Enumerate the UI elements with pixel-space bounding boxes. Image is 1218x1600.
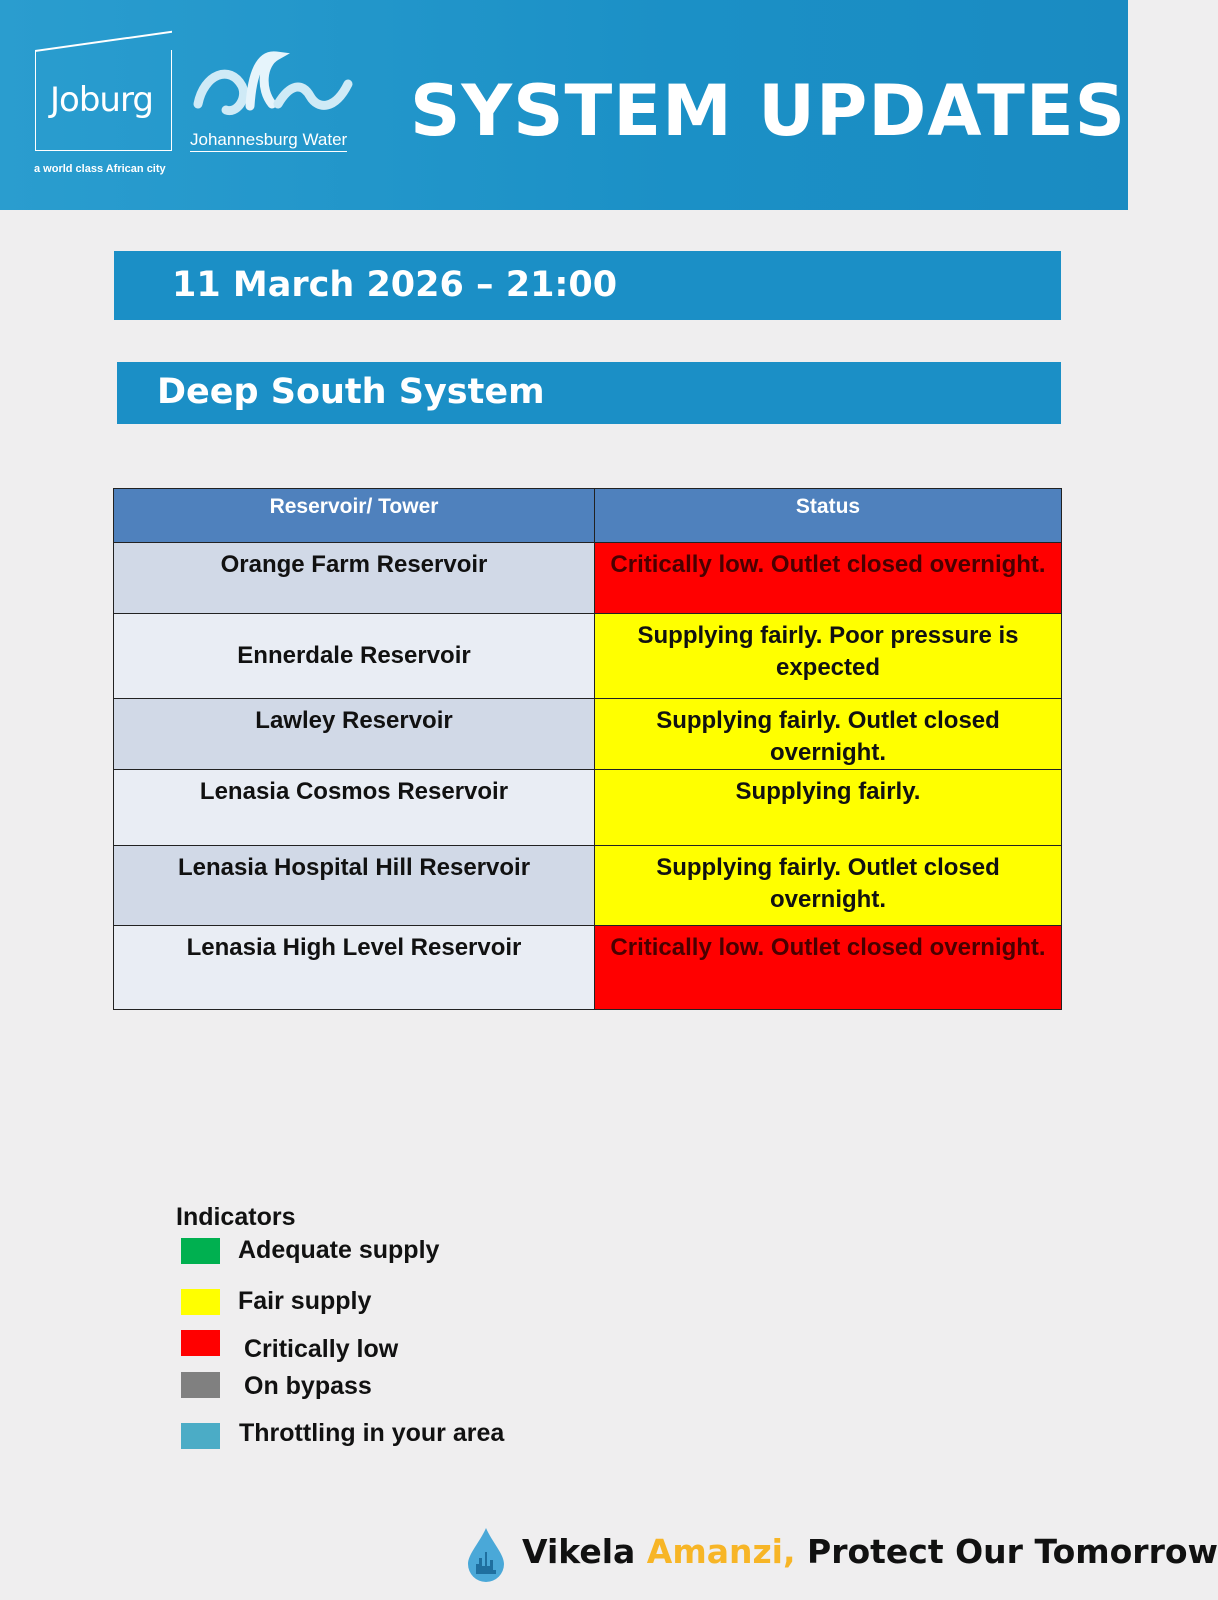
system-name-bar (117, 362, 1061, 424)
joburg-logo (35, 50, 172, 151)
system-name: Deep South System (157, 372, 545, 412)
date-time-bar (114, 251, 1061, 320)
reservoir-status: Supplying fairly. Poor pressure is expected (595, 614, 1062, 699)
column-header-status: Status (595, 489, 1062, 543)
reservoir-name: Ennerdale Reservoir (114, 614, 595, 699)
legend-label: Adequate supply (238, 1236, 440, 1264)
reservoir-name: Lawley Reservoir (114, 699, 595, 770)
swatch-fair (181, 1289, 220, 1315)
joburg-tagline: a world class African city (34, 163, 166, 175)
table-row (114, 614, 1062, 699)
legend-title: Indicators (176, 1203, 296, 1231)
table-row (114, 770, 1062, 846)
legend-label: Critically low (244, 1335, 399, 1363)
date-time: 11 March 2026 – 21:00 (172, 265, 618, 305)
slogan-part1: Vikela (522, 1532, 647, 1571)
reservoir-status: Supplying fairly. Outlet closed overnight. (595, 846, 1062, 926)
swatch-adequate (181, 1238, 220, 1264)
header-banner (0, 0, 1128, 210)
swatch-bypass (181, 1372, 220, 1398)
table-row (114, 926, 1062, 1010)
johannesburg-water-text: Johannesburg Water (190, 130, 347, 152)
joburg-logo-text: Joburg (50, 80, 153, 120)
footer-slogan (522, 1532, 1218, 1571)
reservoir-name: Orange Farm Reservoir (114, 543, 595, 614)
slogan-part2: Protect Our Tomorrow (795, 1532, 1218, 1571)
table-row (114, 699, 1062, 770)
reservoir-name: Lenasia Hospital Hill Reservoir (114, 846, 595, 926)
reservoir-status-table (113, 488, 1062, 1010)
swatch-critical (181, 1330, 220, 1356)
reservoir-status: Supplying fairly. Outlet closed overnight. (595, 699, 1062, 770)
swatch-throttling (181, 1423, 220, 1449)
legend-label: Fair supply (238, 1287, 372, 1315)
reservoir-status: Critically low. Outlet closed overnight. (595, 543, 1062, 614)
table-row (114, 846, 1062, 926)
slogan-accent: Amanzi, (646, 1532, 796, 1571)
table-header-row (114, 489, 1062, 543)
column-header-reservoir: Reservoir/ Tower (114, 489, 595, 543)
reservoir-status: Critically low. Outlet closed overnight. (595, 926, 1062, 1010)
table-row (114, 543, 1062, 614)
water-drop-city-icon (466, 1526, 506, 1582)
legend-label: Throttling in your area (239, 1419, 505, 1447)
reservoir-name: Lenasia Cosmos Reservoir (114, 770, 595, 846)
reservoir-name: Lenasia High Level Reservoir (114, 926, 595, 1010)
legend-label: On bypass (244, 1372, 372, 1400)
page-title: SYSTEM UPDATES (410, 70, 1127, 152)
reservoir-status: Supplying fairly. (595, 770, 1062, 846)
